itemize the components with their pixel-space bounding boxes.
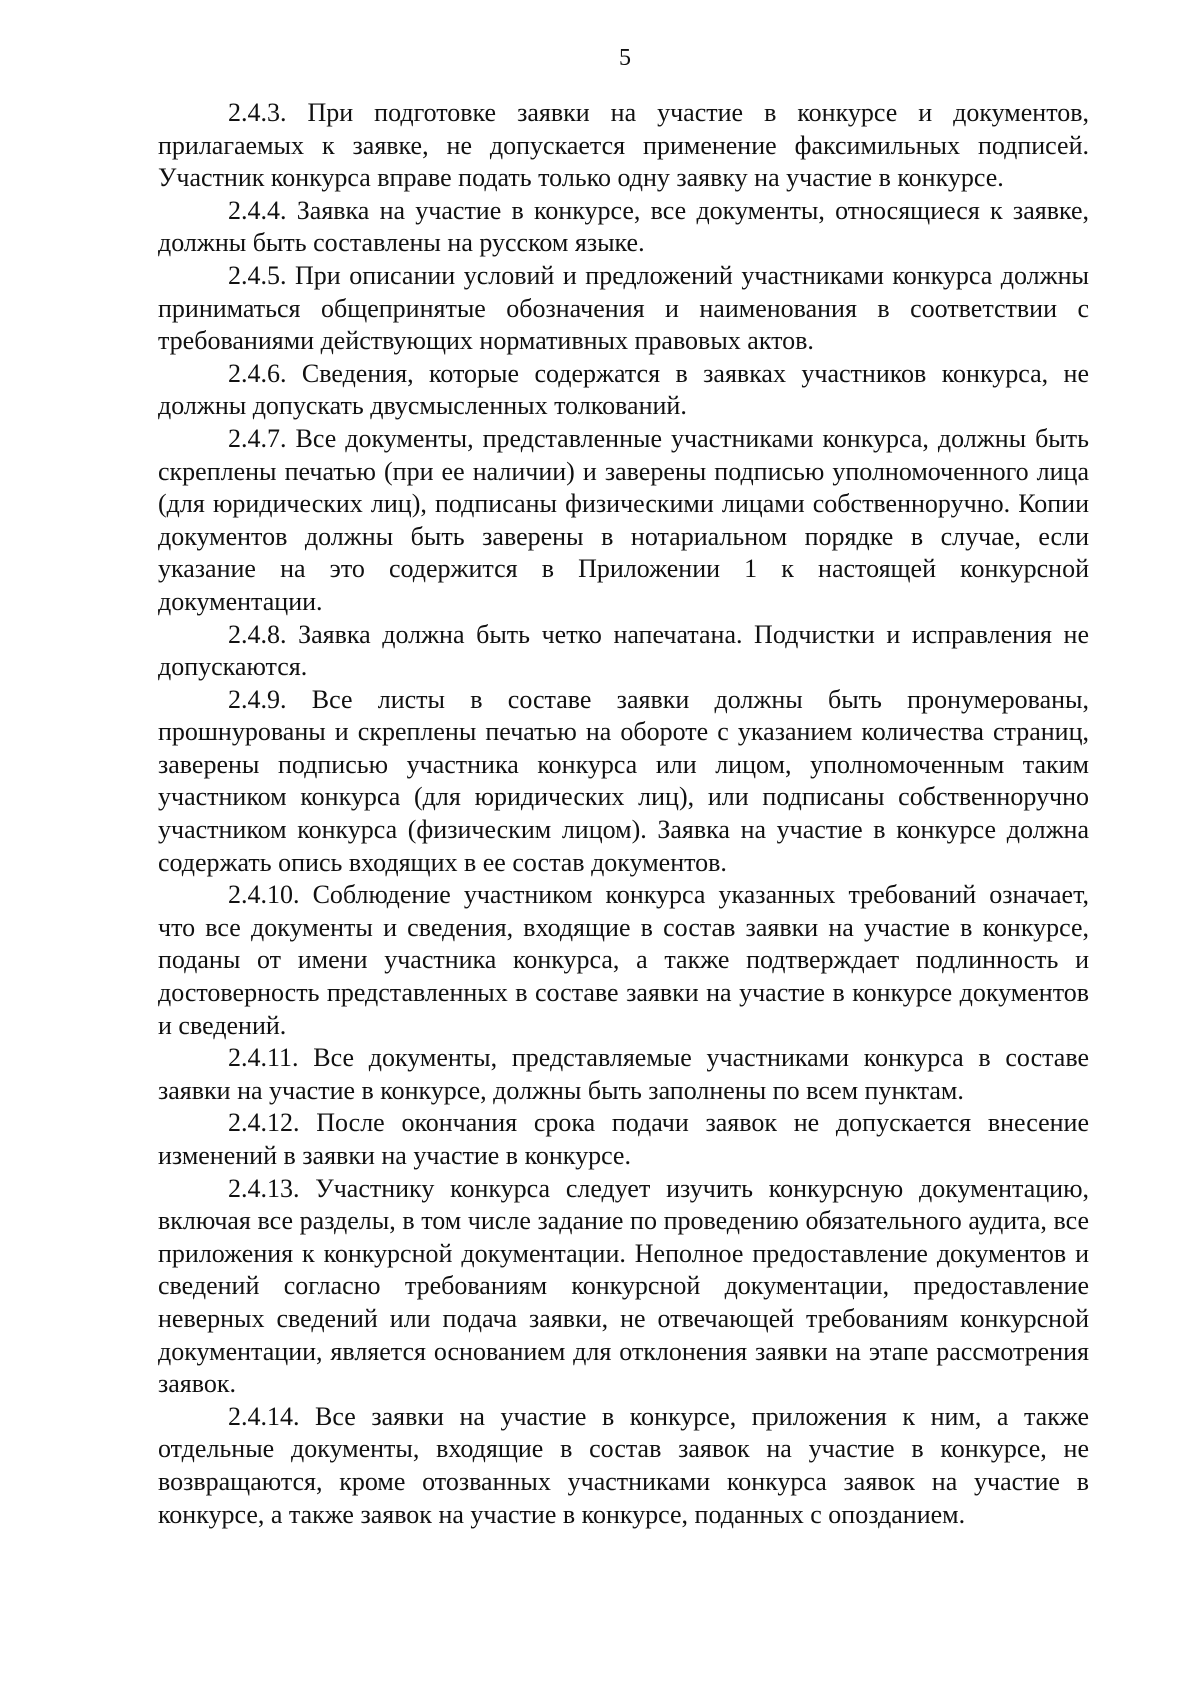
- paragraph-2-4-9: 2.4.9. Все листы в составе заявки должны быть пронумерованы, прошнурованы и скреплены печатью на обороте с указанием количества страниц, заверены подписью участника конкурса или лицом, уполномоченным таким участником конкурса (для юридических лиц), или подписаны собственноручно участником конкурса (физическим лицом). Заявка на участие в конкурсе должна содержать опись входящих в ее состав документов.: [158, 684, 1089, 877]
- paragraph-2-4-6: 2.4.6. Сведения, которые содержатся в заявках участников конкурса, не должны допускать двусмысленных толкований.: [158, 358, 1089, 421]
- paragraph-2-4-13: 2.4.13. Участнику конкурса следует изучить конкурсную документацию, включая все разделы, в том числе задание по проведению обязательного аудита, все приложения к конкурсной документации. Неполное предоставление документов и сведений согласно требованиям конкурсной документации, предоставление неверных сведений или подача заявки, не отвечающей требованиям конкурсной документации, является основанием для отклонения заявки на этапе рассмотрения заявок.: [158, 1173, 1089, 1399]
- paragraph-2-4-7: 2.4.7. Все документы, представленные участниками конкурса, должны быть скреплены печатью (при ее наличии) и заверены подписью уполномоченного лица (для юридических лиц), подписаны физическими лицами собственноручно. Копии документов должны быть заверены в нотариальном порядке в случае, если указание на это содержится в Приложении 1 к настоящей конкурсной документации.: [158, 423, 1089, 616]
- paragraph-2-4-5: 2.4.5. При описании условий и предложений участниками конкурса должны приниматься общепринятые обозначения и наименования в соответствии с требованиями действующих нормативных правовых актов.: [158, 260, 1089, 356]
- page-number: 5: [619, 45, 631, 71]
- paragraph-2-4-8: 2.4.8. Заявка должна быть четко напечатана. Подчистки и исправления не допускаются.: [158, 619, 1089, 682]
- paragraph-2-4-12: 2.4.12. После окончания срока подачи заявок не допускается внесение изменений в заявки на участие в конкурсе.: [158, 1108, 1089, 1170]
- paragraph-2-4-14: 2.4.14. Все заявки на участие в конкурсе, приложения к ним, а также отдельные документы, входящие в состав заявок на участие в конкурсе, не возвращаются, кроме отозванных участниками конкурса заявок на участие в конкурсе, а также заявок на участие в конкурсе, поданных с опозданием.: [158, 1401, 1089, 1529]
- paragraph-2-4-10: 2.4.10. Соблюдение участником конкурса указанных требований означает, что все документы и сведения, входящие в состав заявки на участие в конкурсе, поданы от имени участника конкурса, а также подтверждает подлинность и достоверность представленных в составе заявки на участие в конкурсе документов и сведений.: [158, 880, 1089, 1040]
- document-body: [158, 97, 1089, 1531]
- paragraph-2-4-4: 2.4.4. Заявка на участие в конкурсе, все документы, относящиеся к заявке, должны быть составлены на русском языке.: [158, 195, 1089, 258]
- paragraph-2-4-11: 2.4.11. Все документы, представляемые участниками конкурса в составе заявки на участие в конкурсе, должны быть заполнены по всем пунктам.: [158, 1043, 1089, 1105]
- paragraph-2-4-3: 2.4.3. При подготовке заявки на участие в конкурсе и документов, прилагаемых к заявке, не допускается применение факсимильных подписей. Участник конкурса вправе подать только одну заявку на участие в конкурсе.: [158, 98, 1089, 193]
